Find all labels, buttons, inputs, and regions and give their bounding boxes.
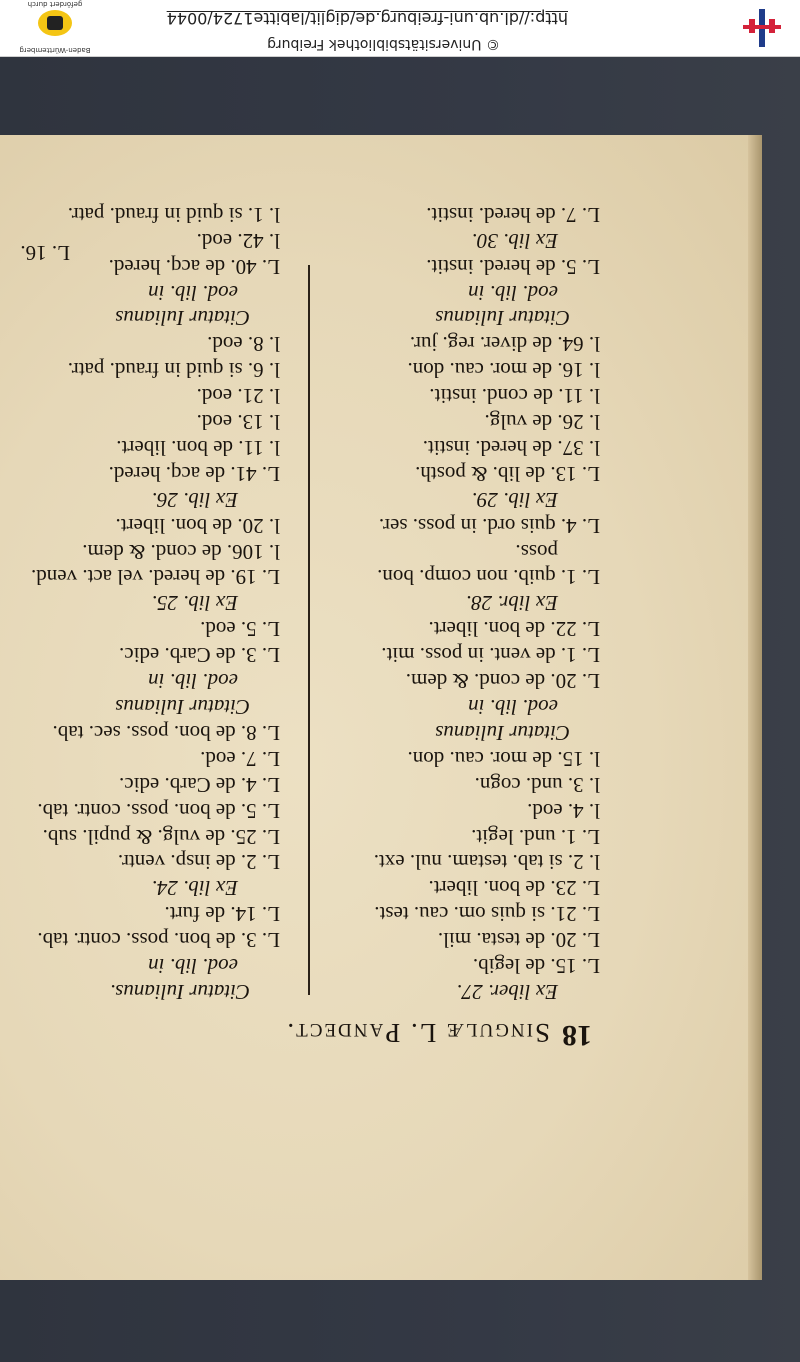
right-column-line: eod. lib. in xyxy=(148,280,238,305)
left-column-line: Ex libr. 28. xyxy=(465,591,558,616)
right-column-line: Ex lib. 26. xyxy=(151,487,238,512)
right-column-line: L. 7. eod. xyxy=(200,746,280,771)
left-column-line: Ex lib. 30. xyxy=(471,228,558,253)
left-column-line: L. 7. de hered. instit. xyxy=(426,202,600,227)
left-column-line: L. 1. de vent. in poss. mit. xyxy=(381,643,600,668)
page-edge xyxy=(748,135,762,1280)
left-column-line: l. 16. de mor. cau. don. xyxy=(407,358,600,383)
right-column-line: L. 2. de insp. ventr. xyxy=(117,850,280,875)
left-column-line: l. 2. si tab. testam. nul. ext. xyxy=(373,850,600,875)
copyright-notice: © Universitätsbibliothek Freiburg xyxy=(267,36,500,52)
right-column-line: Ex lib. 24. xyxy=(151,876,238,901)
catchword: L. 16. xyxy=(20,241,70,265)
left-column-line: L. 15. de legib. xyxy=(472,954,600,979)
left-column xyxy=(374,201,600,1004)
left-column-line: L. 20. de testa. mil. xyxy=(437,928,600,953)
left-column-line: l. 37. de hered. instit. xyxy=(422,435,600,460)
right-column-line: L. 3. de Carb. edic. xyxy=(119,643,280,668)
right-column-line: l. 13. eod. xyxy=(196,410,280,435)
viewer-banner xyxy=(0,0,800,57)
right-column-line: L. 19. de hered. vel act. vend. xyxy=(31,565,280,590)
right-column-line: l. 20. de bon. libert. xyxy=(115,513,280,538)
right-column-line: l. 1. si quid in fraud. patr. xyxy=(67,202,280,227)
left-column-line: L. 1. quib. non comp. bon. xyxy=(377,565,600,590)
right-column-line: Ex lib. 25. xyxy=(151,591,238,616)
right-column-line: Citatur Iulianus xyxy=(115,695,250,720)
bw-seal-icon xyxy=(38,10,72,36)
right-column-line: L. 25. de vulg. & pupil. sub. xyxy=(42,824,280,849)
right-column xyxy=(31,201,280,1004)
left-column-line: l. 4. eod. xyxy=(527,798,600,823)
partner-line-1: gefördert durch xyxy=(27,0,83,8)
left-column-line: Ex lib. 29. xyxy=(471,487,558,512)
left-column-line: Citatur Iulianus xyxy=(435,306,570,331)
page-number: 18 xyxy=(562,1019,592,1052)
left-column-line: l. 64. de diver. reg. jur. xyxy=(409,332,600,357)
right-column-line: l. 42. eod. xyxy=(196,228,280,253)
left-column-line: L. 1. und. legit. xyxy=(471,824,600,849)
left-column-line: L. 13. de lib. & posth. xyxy=(415,461,600,486)
left-column-line: L. 5. de hered. instit. xyxy=(426,254,600,279)
left-column-line: eod. lib. in xyxy=(468,280,558,305)
left-column-line: l. 26. de vulg. xyxy=(484,410,600,435)
right-column-line: L. 41. de acq. hered. xyxy=(108,461,280,486)
right-column-line: l. 6. si quid in fraud. patr. xyxy=(67,358,280,383)
left-column-line: l. 3. und. cogn. xyxy=(474,772,600,797)
right-column-line: l. 8. eod. xyxy=(207,332,280,357)
left-column-line: l. 11. de cond. instit. xyxy=(429,384,600,409)
running-title: Singulæ L. Pandect. xyxy=(285,1018,550,1048)
left-column-line: Citatur Iulianus xyxy=(435,720,570,745)
permalink-url[interactable]: http://dl.ub.uni-freiburg.de/diglit/labitte1724/0044 xyxy=(166,9,568,28)
partner-line-2: Baden-Württemberg xyxy=(19,46,91,54)
right-column-line: L. 3. de bon. poss. contr. tab. xyxy=(37,928,280,953)
right-column-line: eod. lib. in xyxy=(148,669,238,694)
left-column-line: eod. lib. in xyxy=(468,695,558,720)
right-column-line: L. 5. de bon. poss. contr. tab. xyxy=(37,798,280,823)
right-column-line: l. 11. de bon. libert. xyxy=(116,435,280,460)
left-column-line: l. 15. de mor. cau. don. xyxy=(407,746,600,771)
left-column-line: poss. xyxy=(515,539,558,564)
right-column-line: l. 21. eod. xyxy=(196,384,280,409)
left-column-line: L. 22. de bon. libert. xyxy=(428,617,600,642)
funding-partner[interactable] xyxy=(0,2,110,54)
column-rule xyxy=(308,265,310,995)
right-column-line: Citatur Iulianus xyxy=(115,306,250,331)
right-column-line: L. 14. de furt. xyxy=(164,902,280,927)
right-column-line: L. 4. de Carb. edic. xyxy=(119,772,280,797)
book-page xyxy=(0,135,752,1280)
right-column-line: L. 8. de bon. poss. sec. tab. xyxy=(52,720,280,745)
right-column-line: eod. lib. in xyxy=(148,954,238,979)
right-column-line: L. 5. eod. xyxy=(200,617,280,642)
left-column-line: L. 21. si quis om. cau. test. xyxy=(374,902,600,927)
left-column-line: L. 4. quis ord. in poss. ser. xyxy=(378,513,600,538)
right-column-line: l. 106. de cond. & dem. xyxy=(82,539,280,564)
ub-freiburg-logo-icon[interactable] xyxy=(740,6,784,50)
left-column-line: L. 23. de bon. libert. xyxy=(428,876,600,901)
right-column-line: Citatur Iulianus. xyxy=(109,980,250,1004)
right-column-line: L. 40. de acq. hered. xyxy=(108,254,280,279)
left-column-line: L. 20. de cond. & dem. xyxy=(405,669,600,694)
left-column-line: Ex liber. 27. xyxy=(456,980,558,1004)
